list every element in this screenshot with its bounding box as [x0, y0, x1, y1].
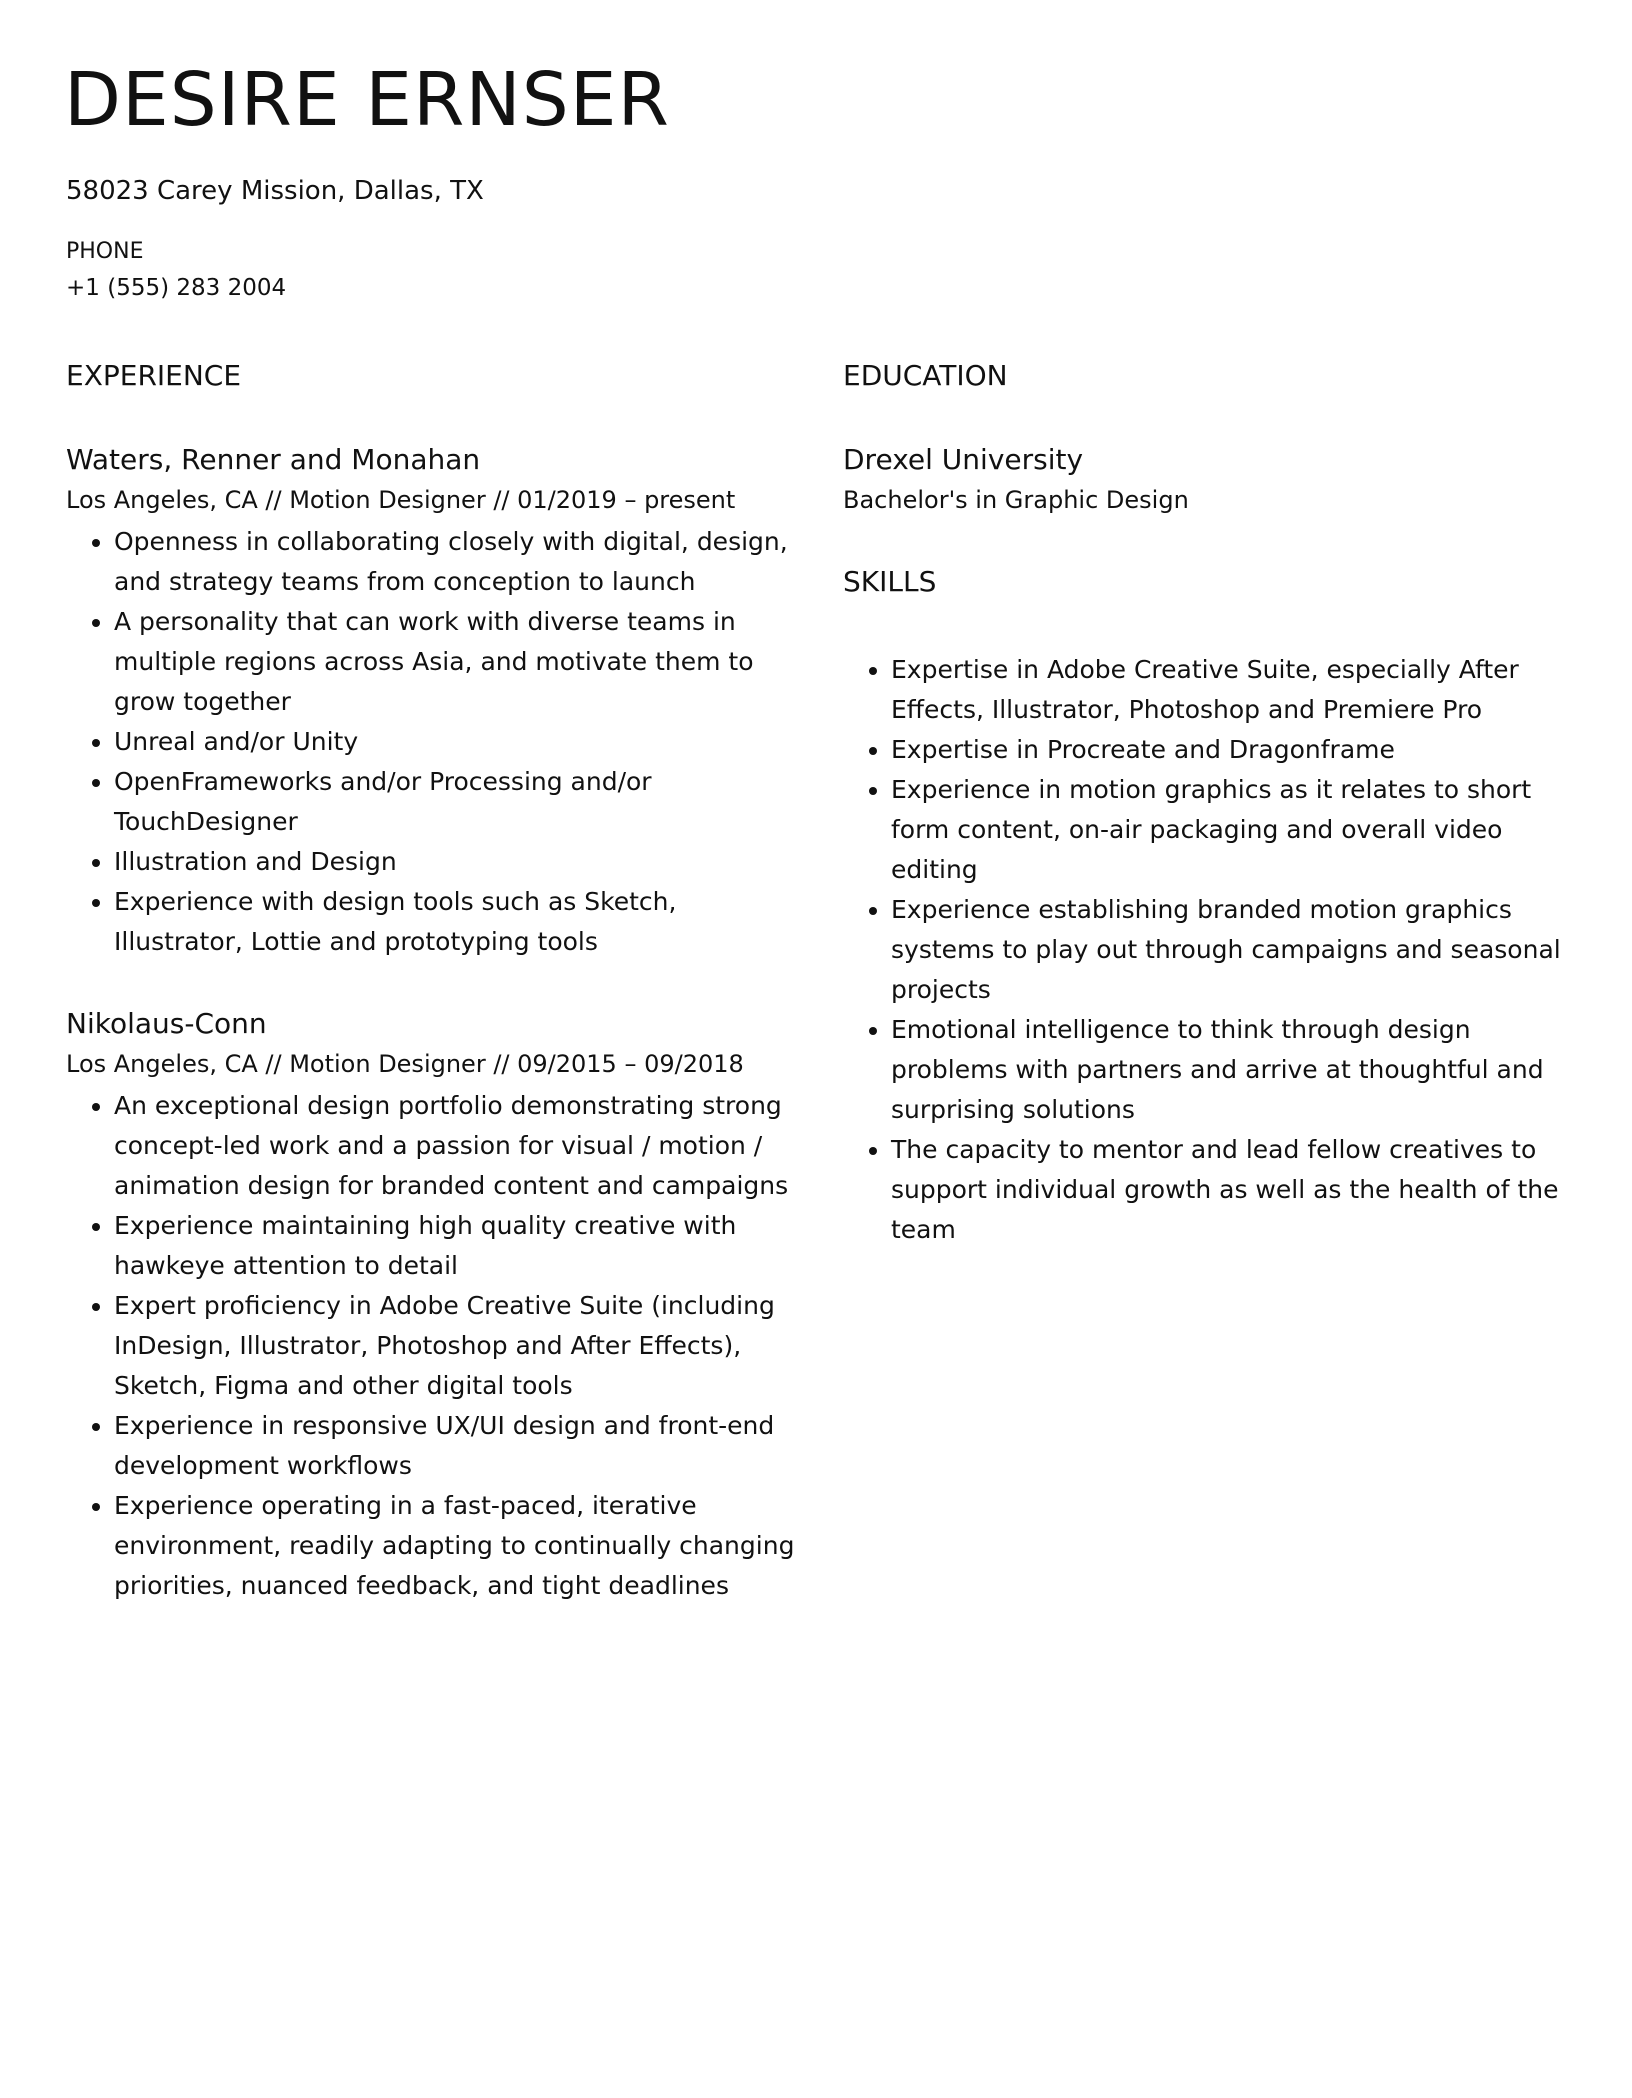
experience-heading: EXPERIENCE [66, 359, 242, 392]
job-bullet: • Unreal and/or Unity [114, 722, 796, 762]
phone-label: PHONE [66, 239, 144, 264]
education-section [843, 356, 1583, 520]
job-bullets [66, 522, 796, 962]
skills-list [843, 650, 1583, 1250]
skill-item: • The capacity to mentor and lead fellow creatives to support individual growth as well as the health of the team [891, 1130, 1583, 1250]
skill-item: • Emotional intelligence to think through design problems with partners and arrive at thoughtful and surprising solutions [891, 1010, 1583, 1130]
job-bullet: • Experience operating in a fast-paced, iterative environment, readily adapting to continually changing priorities, nuanced feedback, and tight deadlines [114, 1486, 796, 1606]
job-entry [66, 440, 796, 962]
education-school: Drexel University [843, 443, 1084, 476]
job-bullet: • Openness in collaborating closely with digital, design, and strategy teams from conception to launch [114, 522, 796, 602]
job-bullet: • Expert proficiency in Adobe Creative Suite (including InDesign, Illustrator, Photoshop and After Effects), Sketch, Figma and other digital tools [114, 1286, 796, 1406]
job-bullet: • Experience maintaining high quality creative with hawkeye attention to detail [114, 1206, 796, 1286]
education-heading: EDUCATION [843, 359, 1008, 392]
job-bullet: • Experience with design tools such as Sketch, Illustrator, Lottie and prototyping tools [114, 882, 796, 962]
skill-item: • Experience establishing branded motion graphics systems to play out through campaigns and seasonal projects [891, 890, 1583, 1010]
job-meta: Los Angeles, CA // Motion Designer // 01/2019 – present [66, 486, 736, 514]
job-bullet: • Illustration and Design [114, 842, 796, 882]
right-column [843, 356, 1583, 1250]
skill-item: • Experience in motion graphics as it relates to short form content, on-air packaging and overall video editing [891, 770, 1583, 890]
phone-number: +1 (555) 283 2004 [66, 275, 287, 301]
experience-section [66, 356, 796, 1606]
job-company: Nikolaus-Conn [66, 1007, 267, 1040]
address: 58023 Carey Mission, Dallas, TX [66, 176, 484, 206]
job-company: Waters, Renner and Monahan [66, 443, 481, 476]
skills-section [843, 562, 1583, 1250]
job-meta: Los Angeles, CA // Motion Designer // 09/2015 – 09/2018 [66, 1050, 744, 1078]
candidate-name: DESIRE ERNSER [64, 57, 670, 143]
job-bullets [66, 1086, 796, 1606]
skill-item: • Expertise in Adobe Creative Suite, especially After Effects, Illustrator, Photoshop and Premiere Pro [891, 650, 1583, 730]
education-degree: Bachelor's in Graphic Design [843, 486, 1189, 514]
job-bullet: • OpenFrameworks and/or Processing and/or TouchDesigner [114, 762, 796, 842]
job-bullet: • Experience in responsive UX/UI design and front-end development workflows [114, 1406, 796, 1486]
skills-heading: SKILLS [843, 565, 937, 598]
job-bullet: • A personality that can work with diverse teams in multiple regions across Asia, and motivate them to grow together [114, 602, 796, 722]
skill-item: • Expertise in Procreate and Dragonframe [891, 730, 1583, 770]
job-entry [66, 1004, 796, 1606]
job-bullet: • An exceptional design portfolio demonstrating strong concept-led work and a passion for visual / motion / animation design for branded content and campaigns [114, 1086, 796, 1206]
